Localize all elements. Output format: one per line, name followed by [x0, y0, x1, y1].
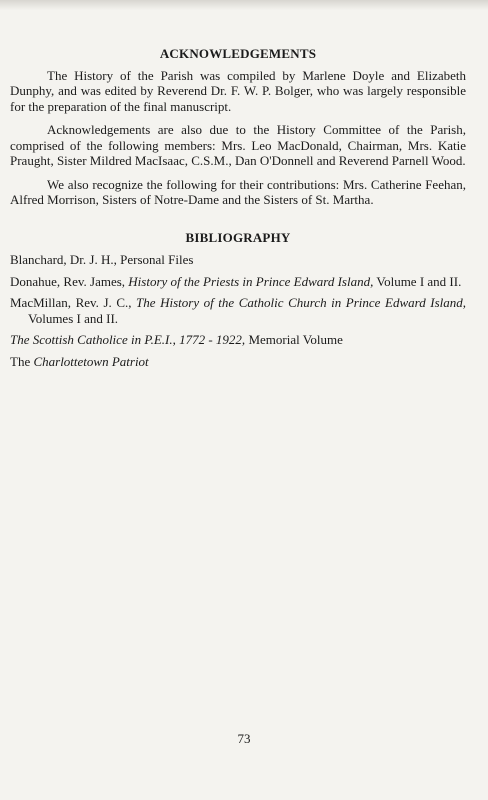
entry-detail: Volumes I and II. — [28, 310, 119, 326]
entry-title: History of the Priests in Prince Edward Island, — [128, 273, 374, 289]
entry-title: Charlottetown Patriot — [33, 353, 149, 369]
acknowledgements-paragraph: We also recognize the following for their contributions: Mrs. Catherine Feehan, Alfred Morrison, Sisters of Notre-Dame and the Sisters of St. Martha. — [10, 176, 466, 207]
bibliography-entry — [10, 252, 466, 268]
bibliography-entry — [10, 295, 466, 326]
page-number: 73 — [237, 731, 251, 746]
entry-author: MacMillan, Rev. J. C., — [10, 295, 137, 310]
bibliography-section — [10, 230, 466, 370]
entry-detail: Volume I and II. — [373, 273, 462, 289]
bibliography-entry — [10, 332, 466, 348]
acknowledgements-heading: ACKNOWLEDGEMENTS — [159, 46, 317, 61]
entry-author: Donahue, Rev. James, — [10, 273, 129, 289]
bibliography-heading: BIBLIOGRAPHY — [185, 229, 291, 245]
entry-detail: Memorial Volume — [245, 332, 343, 347]
acknowledgements-section — [10, 46, 466, 208]
entry-author: Blanchard, Dr. J. H., Personal Files — [10, 252, 194, 267]
entry-title: The History of the Catholic Church in Prince Edward Island, — [136, 295, 466, 310]
page-content — [10, 46, 466, 375]
bibliography-entry — [10, 354, 466, 370]
entry-title: The Scottish Catholice in P.E.I., 1772 - 1922, — [10, 332, 246, 347]
scan-edge — [0, 0, 488, 10]
acknowledgements-paragraph: Acknowledgements are also due to the History Committee of the Parish, comprised of the following members: Mrs. Leo MacDonald, Chairman, Mrs. Katie Praught, Sister Mildred MacIsaac, C.S.M., Dan O'Donnell and Reverend Parnell Wood. — [10, 122, 466, 168]
bibliography-entry — [10, 274, 466, 290]
acknowledgements-paragraph: The History of the Parish was compiled by Marlene Doyle and Elizabeth Dunphy, and was edited by Reverend Dr. F. W. P. Bolger, who was largely responsible for the preparation of the final manuscript. — [10, 67, 466, 114]
entry-author: The — [10, 353, 34, 369]
